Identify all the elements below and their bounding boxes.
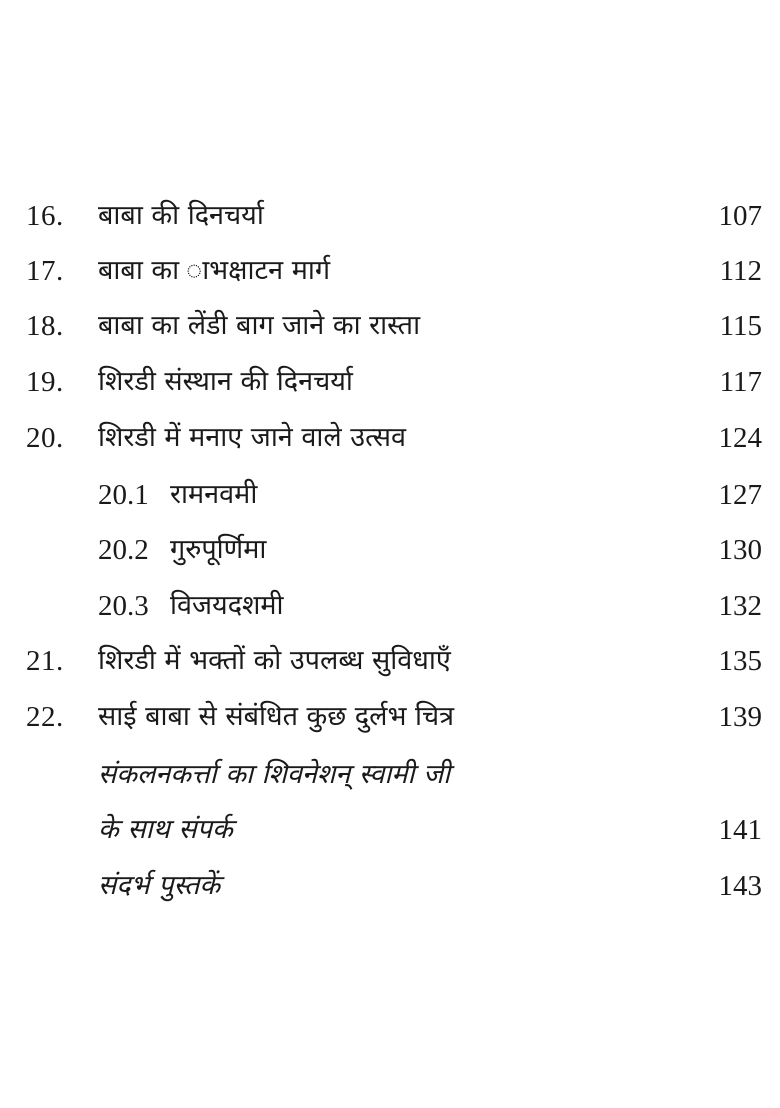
subentry-title: रामनवमी: [170, 479, 258, 510]
toc-extra-compiler-contact-line1: [0, 755, 780, 795]
subentry-title: गुरुपूर्णिमा: [170, 534, 267, 565]
entry-number: 21.: [26, 645, 64, 677]
entry-page: 135: [718, 645, 762, 677]
extra-title: संदर्भ पुस्तकें: [98, 870, 221, 901]
toc-subentry-20-1: [0, 475, 780, 515]
entry-title: शिरडी में मनाए जाने वाले उत्सव: [98, 422, 407, 453]
toc-subentry-20-2: [0, 530, 780, 570]
toc-entry-20: [0, 418, 780, 458]
toc-entry-16: [0, 196, 780, 236]
toc-entry-21: [0, 641, 780, 681]
subentry-title: विजयदशमी: [170, 590, 284, 621]
entry-number: 16.: [26, 200, 64, 232]
toc-entry-18: [0, 306, 780, 346]
subentry-page: 130: [718, 534, 762, 566]
toc-subentry-20-3: [0, 586, 780, 626]
toc-entry-19: [0, 362, 780, 402]
entry-title: शिरडी में भक्तों को उपलब्ध सुविधाएँ: [98, 645, 451, 676]
entry-title: शिरडी संस्थान की दिनचर्या: [98, 366, 353, 397]
entry-page: 124: [718, 422, 762, 454]
toc-entry-17: [0, 251, 780, 291]
subentry-number: 20.1: [98, 479, 149, 511]
extra-title-line2: के साथ संपर्क: [98, 814, 233, 845]
extra-page: 141: [718, 814, 762, 846]
toc-entry-22: [0, 697, 780, 737]
entry-number: 18.: [26, 310, 64, 342]
entry-title: बाबा की दिनचर्या: [98, 200, 264, 231]
subentry-number: 20.3: [98, 590, 149, 622]
entry-page: 117: [719, 366, 762, 398]
entry-title: बाबा का ाभक्षाटन मार्ग: [98, 255, 331, 286]
subentry-page: 127: [718, 479, 762, 511]
subentry-number: 20.2: [98, 534, 149, 566]
entry-page: 112: [719, 255, 762, 287]
entry-page: 139: [718, 701, 762, 733]
entry-number: 19.: [26, 366, 64, 398]
entry-number: 17.: [26, 255, 64, 287]
extra-title-line1: संकलनकर्त्ता का शिवनेशन् स्वामी जी: [98, 759, 451, 790]
entry-title: साई बाबा से संबंधित कुछ दुर्लभ चित्र: [98, 701, 455, 732]
subentry-page: 132: [718, 590, 762, 622]
entry-number: 20.: [26, 422, 64, 454]
entry-title: बाबा का लेंडी बाग जाने का रास्ता: [98, 310, 421, 341]
entry-page: 107: [718, 200, 762, 232]
extra-page: 143: [718, 870, 762, 902]
entry-page: 115: [719, 310, 762, 342]
toc-extra-references: [0, 866, 780, 906]
entry-number: 22.: [26, 701, 64, 733]
toc-extra-compiler-contact-line2: [0, 810, 780, 850]
